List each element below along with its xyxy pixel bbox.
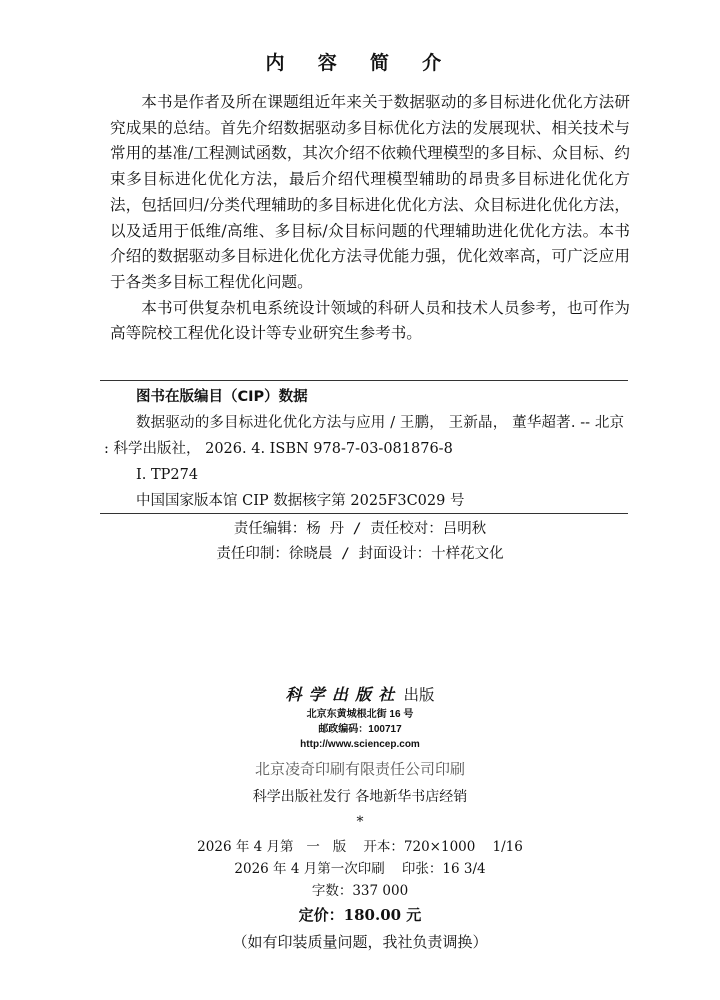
publisher-line <box>0 683 720 707</box>
publisher-suffix: 出版 <box>403 686 435 704</box>
publisher-website: http://www.sciencep.com <box>300 739 420 750</box>
word-count-line: 字数：337 000 <box>311 883 409 899</box>
cip-title: 图书在版编目（CIP）数据 <box>136 389 308 405</box>
cip-record: 中国国家版本馆 CIP 数据核字第 2025F3C029 号 <box>136 493 465 509</box>
credits-line-editors: 责任编辑：杨 丹 / 责任校对：吕明秋 <box>233 521 487 537</box>
quality-note: （如有印装质量问题，我社负责调换） <box>232 933 488 951</box>
printer-line: 北京凌奇印刷有限责任公司印刷 <box>254 761 465 778</box>
cip-bottom-divider <box>100 513 628 514</box>
intro-title: 内 容 简 介 <box>265 52 455 74</box>
cip-block <box>104 384 624 514</box>
edition-line: 2026 年 4 月第 一 版 开本：720×1000 1/16 <box>197 839 523 855</box>
distribution-line: 科学出版社发行 各地新华书店经销 <box>252 789 468 805</box>
cip-classification: Ⅰ. TP274 <box>136 467 199 483</box>
publisher-name: 科学出版社 <box>285 685 402 704</box>
separator-star: * <box>356 814 364 830</box>
printing-line: 2026 年 4 月第一次印刷 印张：16 3/4 <box>234 861 486 877</box>
intro-paragraph-2: 本书可供复杂机电系统设计领域的科研人员和技术人员参考，也可作为高等院校工程优化设计等专业研究生参考书。 <box>110 298 630 343</box>
intro-section <box>110 90 630 347</box>
cip-entry: 数据驱动的多目标进化优化方法与应用 / 王鹏， 王新晶， 董华超著. -- 北京 : 科学出版社， 2026. 4. ISBN 978-7-03-081876-8 <box>104 415 624 457</box>
credits-line-production: 责任印制：徐晓晨 / 封面设计：十样花文化 <box>216 546 504 562</box>
price-line: 定价：180.00 元 <box>298 906 422 924</box>
credits-block <box>0 517 720 567</box>
cip-top-divider <box>100 380 628 381</box>
intro-paragraph-1: 本书是作者及所在课题组近年来关于数据驱动的多目标进化优化方法研究成果的总结。首先介绍数据驱动多目标优化方法的发展现状、相关技术与常用的基准/工程测试函数，其次介绍不依赖代理模型的多目标、众目标、约束多目标进化优化方法，最后介绍代理模型辅助的昂贵多目标进化优化方法，包括回归/分类代理辅助的多目标进化优化方法、众目标进化优化方法，以及适用于低维/高维、多目标/众目标问题的代理辅助进化优化方法。本书介绍的数据驱动多目标进化优化方法寻优能力强，优化效率高，可广泛应用于各类多目标工程优化问题。 <box>110 93 630 291</box>
colophon-block <box>0 683 720 956</box>
publisher-postcode: 邮政编码：100717 <box>318 724 402 735</box>
publisher-address: 北京东黄城根北街 16 号 <box>306 709 414 720</box>
